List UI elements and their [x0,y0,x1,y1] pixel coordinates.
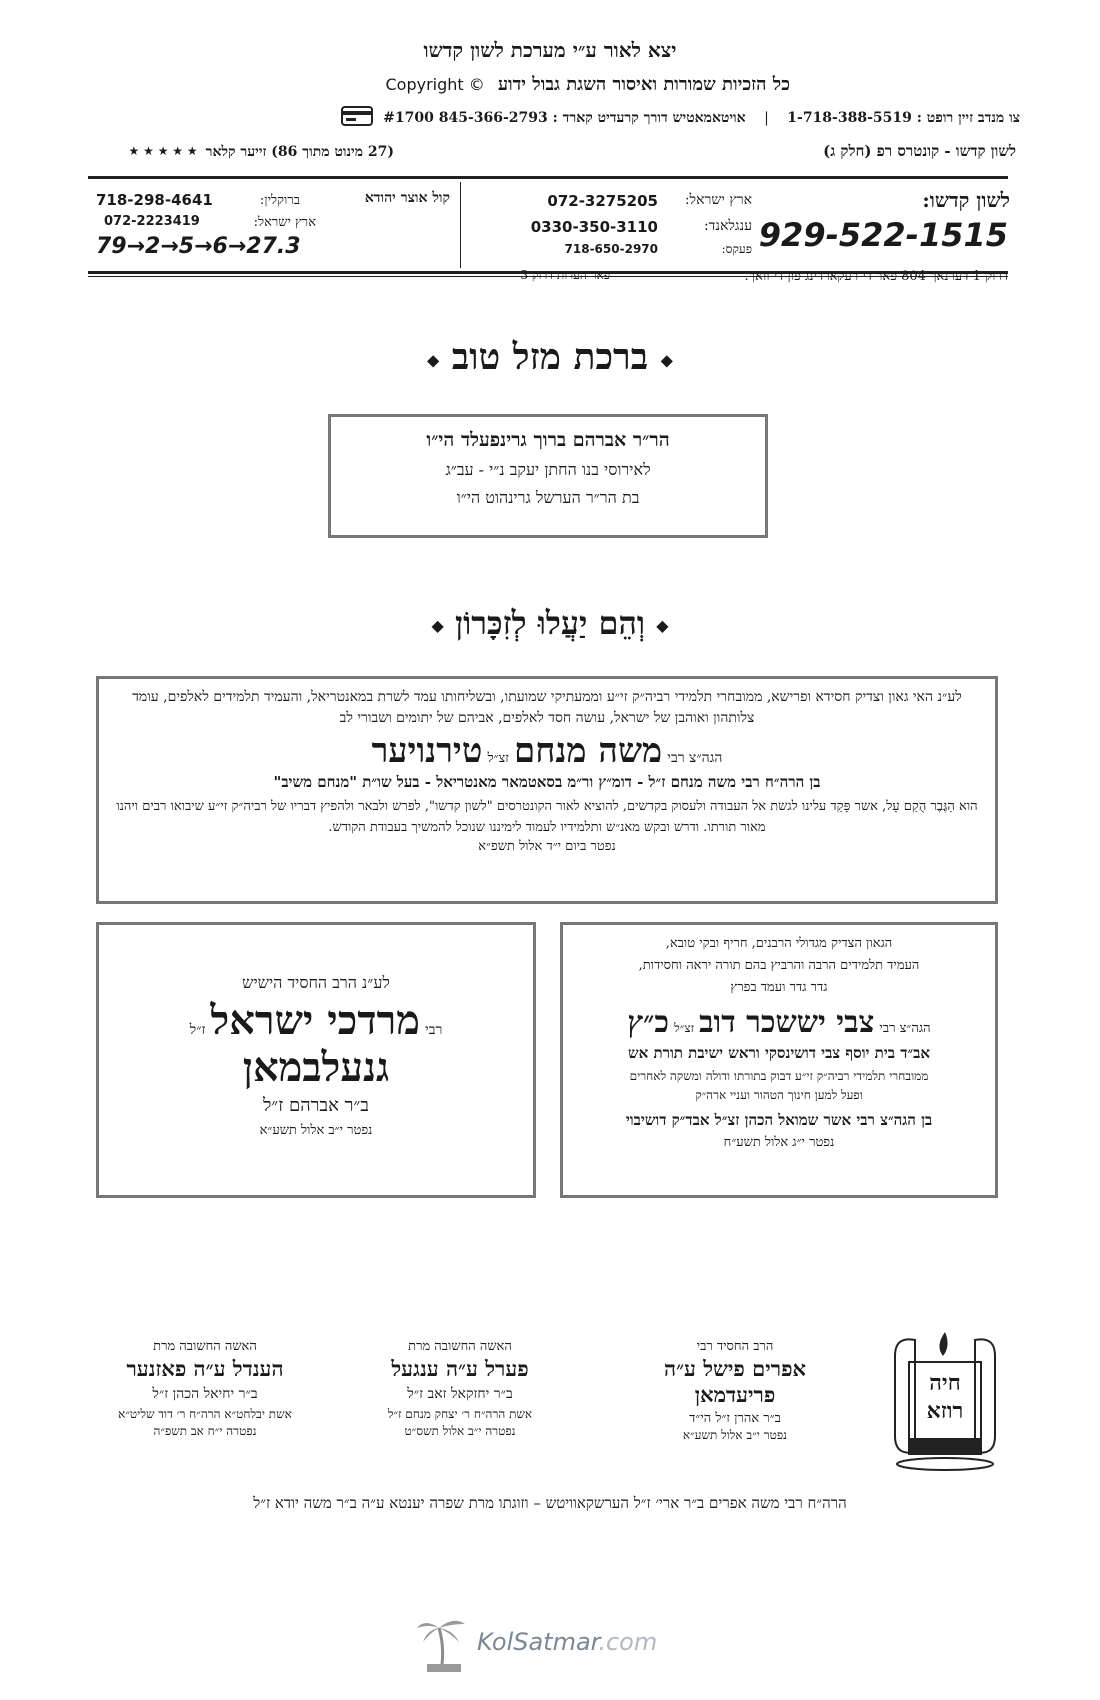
right-father: בן הגה״צ רבי אשר שמואל הכהן זצ״ל אבד״ק דושיבוי [625,1111,933,1129]
main-label: לשון קדשו: [922,188,1010,212]
brooklyn-phone[interactable]: 718-298-4641 [96,191,213,209]
left-death: נפטר י״ב אלול תשע״א [259,1123,373,1138]
copyright-text: Copyright © [385,75,485,94]
press1-text: דרוק 1 דערנאך 804 פאר די רעקארדינג פון די וואך. [744,269,1008,284]
rating-stars: ★ ★ ★ ★ ★ [128,144,198,158]
kol-label: קול אוצר יהודא [364,190,450,206]
bottom-dedication: הרה״ח רבי משה אפרים ב״ר ארי׳ ז״ל הערשקאוויטש – וזוגתו מרת שפרה יענטא ע״ה ב״ר משה יודא ז״ל [253,1494,847,1512]
main-phone[interactable]: 929-522-1515 [758,216,1008,254]
donate-card-text: אויטאמאטיש דורך קרעדיט קארד : 845-366-2793 #1700 [383,110,746,126]
copyright-row [270,74,790,100]
israel-phone[interactable]: 072-3275205 [547,192,658,210]
main-father: בן הרה״ח רבי משה מנחם ז״ל - דומ״ץ ור״מ בסאטמאר מאנטריאל - בעל שו״ת "מנחם משיב" [273,773,821,791]
right-death: נפטר י״ג אלול תשע״ח [723,1135,835,1150]
footer-brand [415,1614,695,1674]
donate-separator: | [764,110,769,126]
mazal-line3: בת הר״ר הערשל גרינהוט הי״ו [456,488,640,507]
candle-text-2: רוזא [926,1398,964,1424]
main-memorial-box [96,676,998,904]
top-rule [88,176,1008,179]
publisher-line: יצא לאור ע״י מערכת לשון קדשו [423,38,677,62]
zikaron-heading: ◆ וְהֵם יַעֲלוּ לְזִכָּרוֹן ◆ [431,604,669,642]
left-line1: לע״נ הרב החסיד הישיש [242,973,390,992]
main-intro: לע״נ האי גאון וצדיק חסידא ופרישא, ממובחרי תלמידי רביה״ק זי״ע וממעתיקי שמועתו, ובשליחותו עמד לשרת במאנטריאל, והעמיד תלמידים לאלפים, עומד צלותהון ואוהבן של ישראל, עושה חסד לאלפים, אביהם של יתומים ושבורי לב [132,689,962,726]
candle-text-1: חיה [929,1370,961,1396]
right-name-line: הגה״צ רבי צבי יששכר דוב זצ״ל כ״ץ [627,1005,931,1040]
brooklyn-label: ברוקלין: [259,193,300,208]
title-right: לשון קדשו - קונטרס רפ (חלק ג) [823,142,1016,160]
mazal-line2: לאירוסי בנו החתן יעקב נ״י - עב״ג [445,460,651,479]
rights-text: כל הזכיות שמורות ואיסור השגת גבול ידוע [497,74,790,95]
left-surname: גנעלבמאן [242,1044,390,1091]
left-memorial-box [96,922,536,1198]
main-desc: הוא הַגֶּבֶר הֻקַם עָל, אשר פָּקַד עלינו לגשת אל העבודה ולעסוק בקדשים, להוציא לאור הקונטרסים "לשון קדשו", לפרש ולבאר ולהפיץ דבריו של רביה״ק זי״ע שיבואו רבים ויהנו מאור תורתו. ודרש ובקש מאנ״ש ותלמידיו לעמוד לימיננו שנוכל להמשיך בעבודת הקודש. [116,799,978,835]
left-name-line: רבי מרדכי ישראל ז״ל [189,997,443,1044]
england-label: ענגלאנד: [703,218,752,234]
donate-phone-text: צו מנדב זיין רופט : 1-718-388-5519 [787,110,1020,126]
brand-text[interactable]: KolSatmar.com [477,1628,658,1656]
main-name-line: הגה״צ רבי משה מנחם זצ״ל טירנויער [371,731,723,771]
donate-row [160,106,1020,130]
mazal-tov-heading: ◆ ברכת מזל טוב ◆ [427,336,673,378]
mazal-line1: הר״ר אברהם ברוך גרינפעלד הי״ו [426,429,670,451]
memorial-col-2: האשה החשובה מרת פערל ע״ה ענגעל ב״ר יחזקאל זאב ז״ל אשת הרה״ח ר׳ יצחק מנחם ז״ל נפטרה י״ב אלול תשס״ט [387,1339,533,1438]
kol-israel-phone[interactable]: 072-2223419 [104,214,200,229]
fax-label: פעקס: [721,242,752,256]
title-left [84,144,394,161]
right-intro: הגאון הצדיק מגדולי הרבנים, חריף ובקי טובא, העמיד תלמידים הרבה והרביץ בהם תורה יראה וחסידות, גדר גדר ועמד בפרץ [638,936,920,995]
press3-text: פאר הערות דרוק 3 [520,268,610,282]
rating-text: (27 מינוט מתוך 86) זייער קלאר [205,144,394,160]
column-divider [460,182,461,268]
memorial-col-3: האשה החשובה מרת הענדל ע״ה פאזנער ב״ר יחיאל הכהן ז״ל אשת יבלחט״א הרה״ח ר׳ דוד שליט״א נפטרה י״ח אב תשפ״ה [118,1339,292,1438]
mazal-tov-box [328,414,768,538]
right-desc: ממובחרי תלמידי רביה״ק זי״ע דבוק בתורתו ודולה ומשקה לאחרים ופעל למען חינוך הטהור ועניי ארה״ק [629,1069,929,1102]
candle-logo [885,1326,1005,1476]
memorial-col-1: הרב החסיד רבי אפרים פישל ע״ה פריעדמאן ב״ר אהרן ז״ל הי״ד נפטר י״ב אלול תשע״א [663,1339,807,1442]
england-phone[interactable]: 0330-350-3110 [530,218,658,236]
main-death: נפטר ביום י״ד אלול תשפ״א [478,839,616,854]
right-memorial-box [560,922,998,1198]
kol-israel-label: ארץ ישראל: [253,215,316,230]
fax-phone[interactable]: 718-650-2970 [564,242,658,256]
credit-card-icon [341,106,373,130]
israel-label: ארץ ישראל: [684,192,752,208]
right-av: אב״ד בית יוסף צבי דושינסקי וראש ישיבת תורת אש [627,1044,930,1062]
menu-path: 79→2→5→6→27.3 [96,234,301,259]
palm-tree-icon [415,1614,471,1674]
left-father: ב״ר אברהם ז״ל [263,1095,369,1116]
